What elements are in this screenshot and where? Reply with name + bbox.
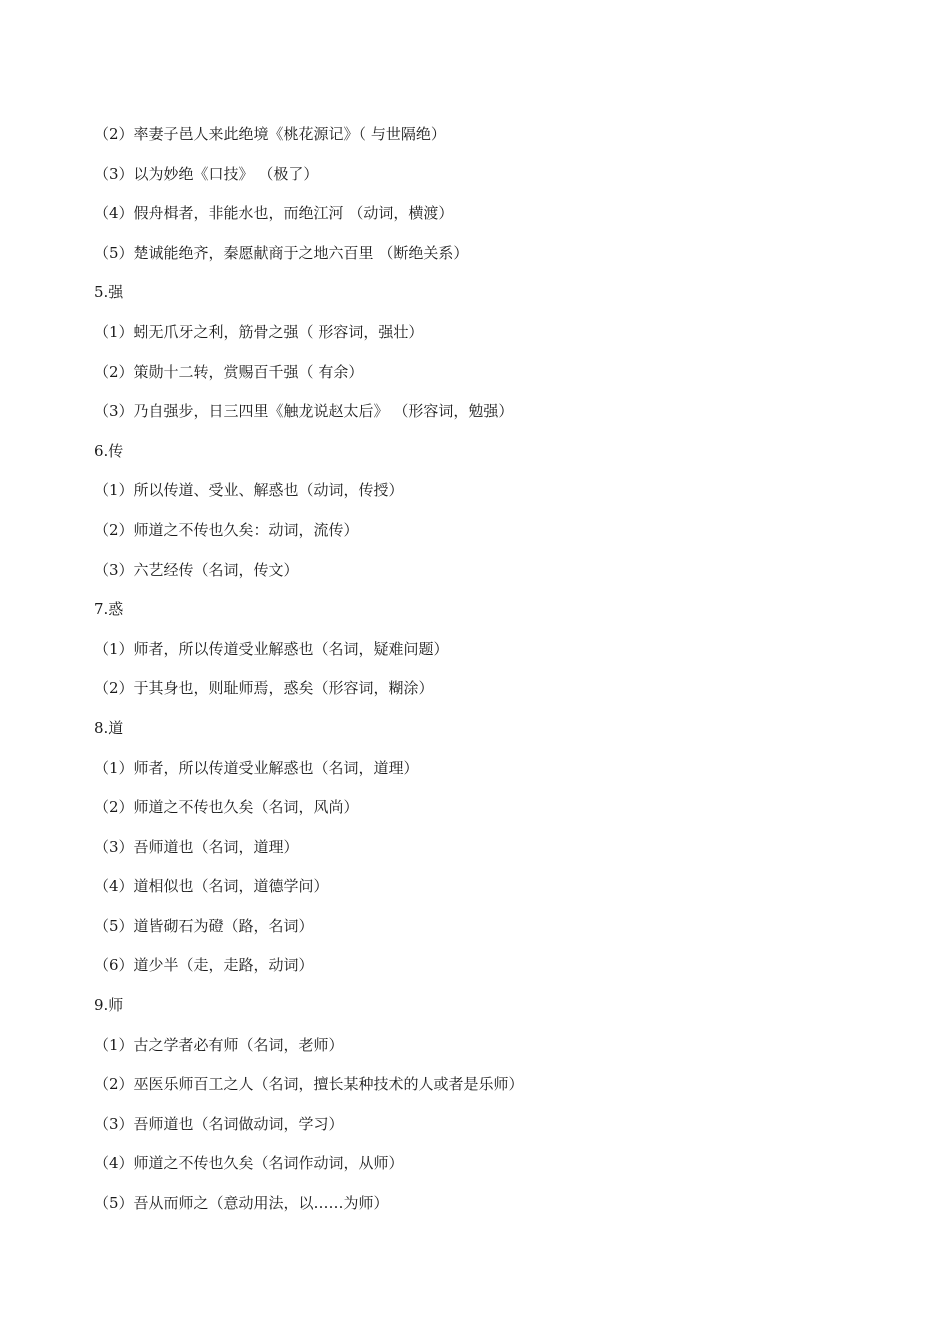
section-heading: 5.强 [94, 283, 124, 302]
list-item: （4）道相似也（名词，道德学问） [94, 877, 329, 896]
list-item: （5）道皆砌石为磴（路，名词） [94, 916, 314, 935]
list-item: （4）师道之不传也久矣（名词作动词，从师） [94, 1154, 404, 1173]
list-item: （2）于其身也，则耻师焉，惑矣（形容词，糊涂） [94, 679, 434, 698]
list-item: （2）师道之不传也久矣：动词，流传） [94, 520, 359, 539]
list-item: （3）以为妙绝《口技》 （极了） [94, 164, 319, 183]
list-item: （1）师者，所以传道受业解惑也（名词，道理） [94, 758, 419, 777]
section-heading: 8.道 [94, 718, 124, 737]
list-item: （4）假舟楫者，非能水也，而绝江河 （动词，横渡） [94, 204, 454, 223]
section-heading: 7.惑 [94, 600, 124, 619]
list-item: （3）六艺经传（名词，传文） [94, 560, 299, 579]
list-item: （2）率妻子邑人来此绝境《桃花源记》（ 与世隔绝） [94, 125, 446, 143]
list-item: （1）所以传道、受业、解惑也（动词，传授） [94, 481, 404, 500]
list-item: （1）师者，所以传道受业解惑也（名词，疑难问题） [94, 639, 449, 658]
list-item: （1）蚓无爪牙之利，筋骨之强（ 形容词，强壮） [94, 322, 424, 341]
list-item: （5）吾从而师之（意动用法，以……为师） [94, 1194, 389, 1213]
list-item: （3）乃自强步，日三四里《触龙说赵太后》 （形容词，勉强） [94, 402, 514, 421]
section-heading: 9.师 [94, 996, 124, 1015]
list-item: （2）巫医乐师百工之人（名词，擅长某种技术的人或者是乐师） [94, 1075, 524, 1094]
section-heading: 6.传 [94, 441, 124, 460]
list-item: （3）吾师道也（名词做动词，学习） [94, 1114, 344, 1133]
list-item: （6）道少半（走，走路，动词） [94, 956, 314, 975]
document-body [94, 121, 874, 1230]
list-item: （1）古之学者必有师（名词，老师） [94, 1035, 344, 1054]
list-item: （3）吾师道也（名词，道理） [94, 837, 299, 856]
list-item: （2）师道之不传也久矣（名词，风尚） [94, 798, 359, 817]
list-item: （2）策勋十二转，赏赐百千强（ 有余） [94, 362, 364, 381]
list-item: （5）楚诚能绝齐，秦愿献商于之地六百里 （断绝关系） [94, 243, 469, 262]
